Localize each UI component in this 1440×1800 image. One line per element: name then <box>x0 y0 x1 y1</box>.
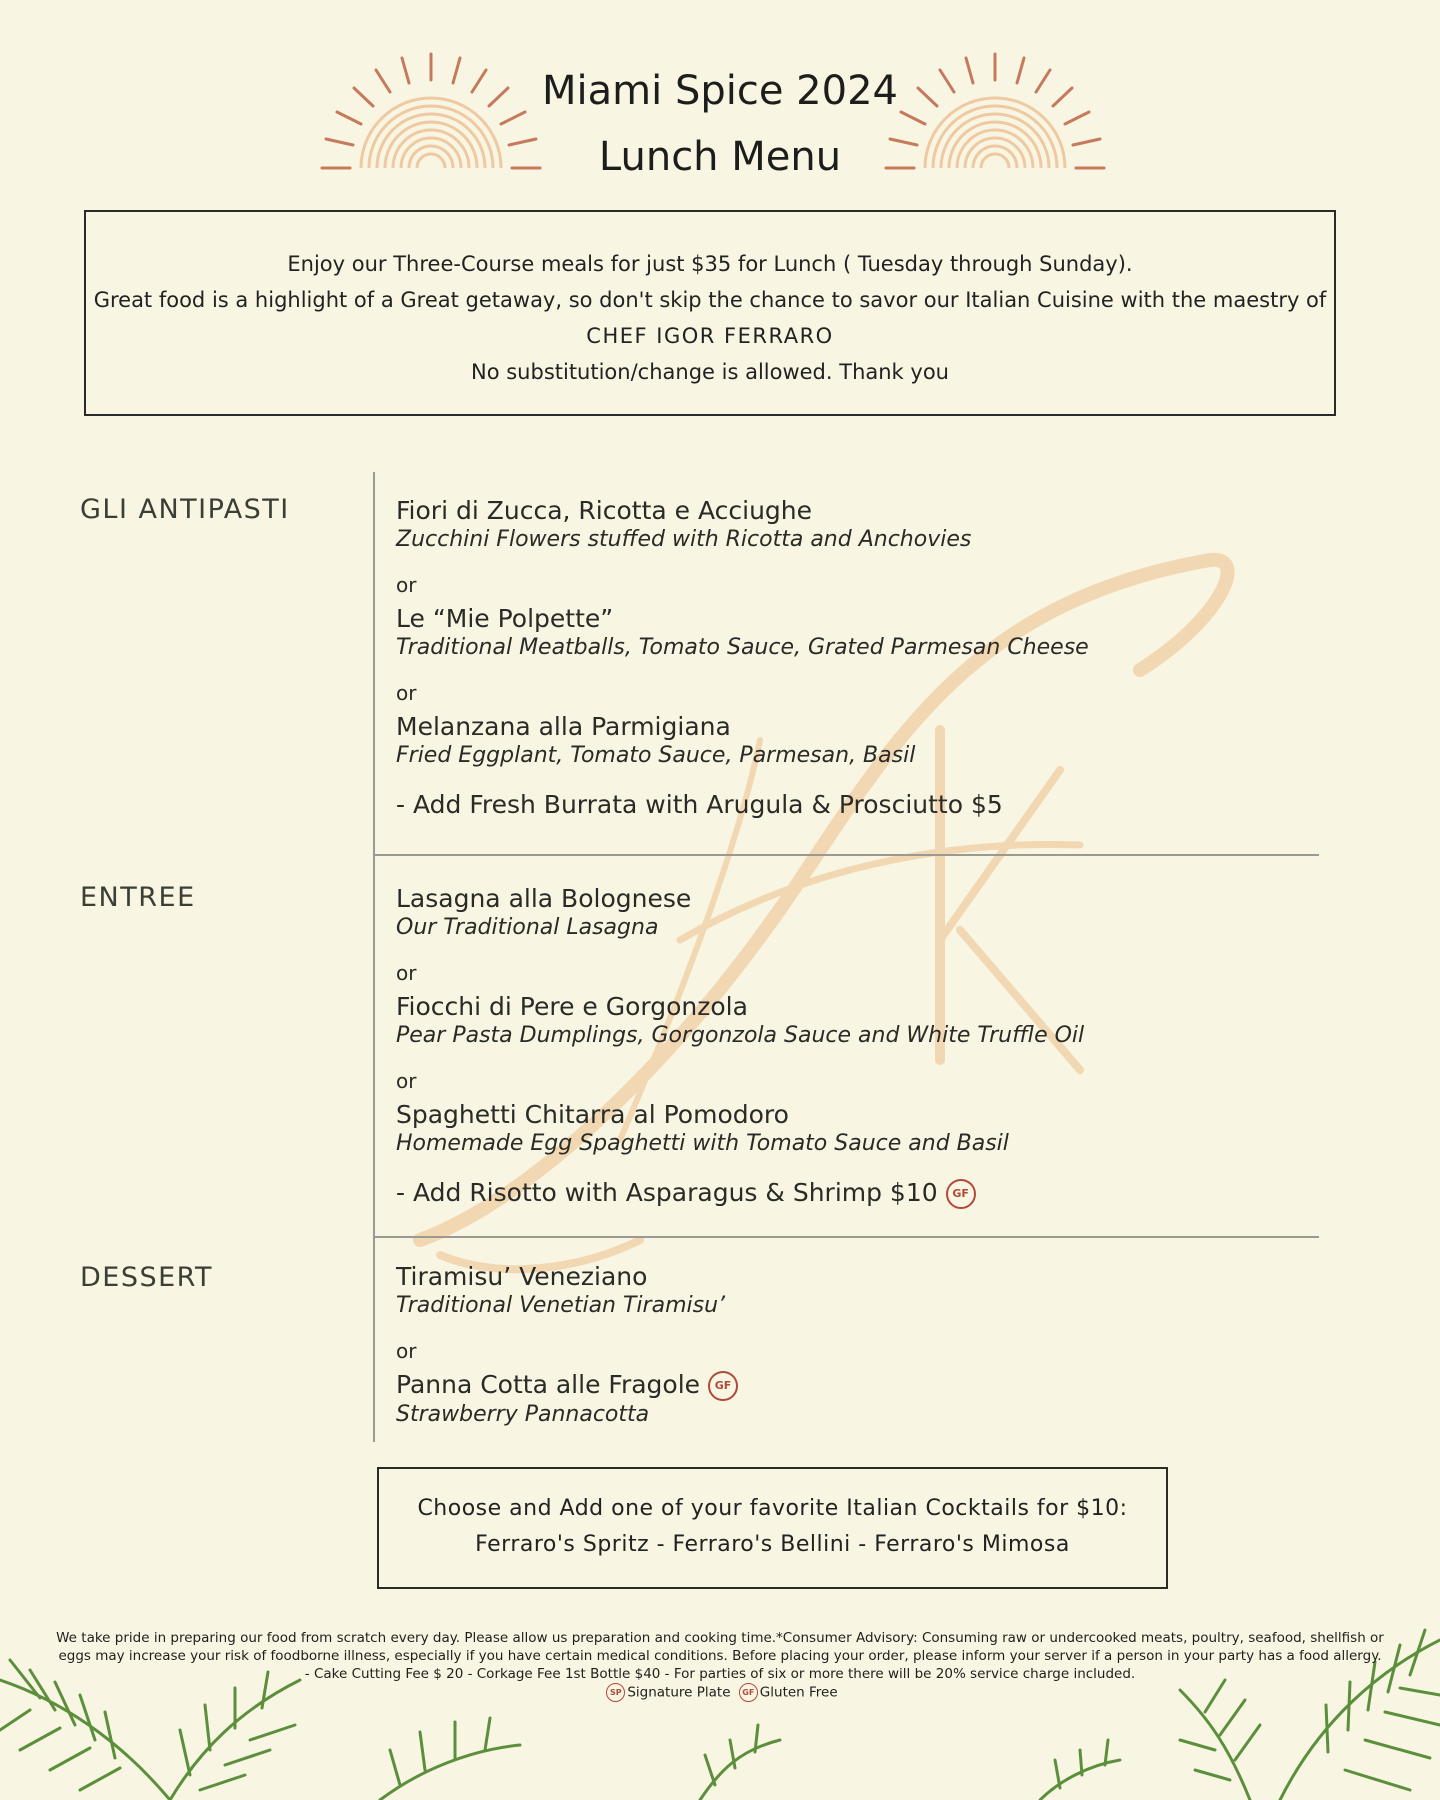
section-title-entree: ENTREE <box>80 882 196 913</box>
dish-name: Fiocchi di Pere e Gorgonzola <box>396 992 748 1021</box>
sun-left-icon <box>316 50 546 180</box>
sun-right-icon <box>880 50 1110 180</box>
dish-description: Zucchini Flowers stuffed with Ricotta and Anchovies <box>396 527 972 552</box>
antipasti-course <box>396 496 1316 820</box>
dish-description: Traditional Meatballs, Tomato Sauce, Grated Parmesan Cheese <box>396 635 1089 660</box>
sun-left-rays <box>322 54 540 168</box>
dish-description: Our Traditional Lasagna <box>396 915 659 940</box>
gluten-free-icon: GF <box>708 1371 738 1401</box>
menu-item <box>396 496 1316 554</box>
chef-name: CHEF IGOR FERRARO <box>586 324 834 348</box>
dish-description: Pear Pasta Dumplings, Gorgonzola Sauce and White Truffle Oil <box>396 1023 1085 1048</box>
footer-fees: - Cake Cutting Fee $ 20 - Corkage Fee 1st Bottle $40 - For parties of six or more there will be 20% service charge included. <box>304 1666 1136 1682</box>
menu-divider-2 <box>375 1236 1319 1238</box>
gluten-free-icon: GF <box>946 1179 976 1209</box>
intro-box <box>84 210 1336 416</box>
footer-legend <box>20 1683 1420 1702</box>
section-title-dessert: DESSERT <box>80 1262 213 1293</box>
menu-item <box>396 1370 1316 1429</box>
footer-advisory-line-2: eggs may increase your risk of foodborne illness, especially if you have certain medical conditions. Before placing your order, please inform your server if a person in your party has a food allergy. <box>58 1648 1382 1664</box>
dish-description: Strawberry Pannacotta <box>396 1402 650 1427</box>
menu-divider-1 <box>375 854 1319 856</box>
menu-title-line-1: Miami Spice 2024 <box>542 68 898 114</box>
signature-plate-icon: SP <box>606 1683 625 1702</box>
dish-description: Fried Eggplant, Tomato Sauce, Parmesan, Basil <box>396 743 916 768</box>
dish-description: Homemade Egg Spaghetti with Tomato Sauce and Basil <box>396 1131 1009 1156</box>
dish-name: Le “Mie Polpette” <box>396 604 614 633</box>
dish-name: Lasagna alla Bolognese <box>396 884 692 913</box>
addon-option <box>396 1178 1316 1209</box>
or-separator: or <box>396 681 417 705</box>
or-separator: or <box>396 573 417 597</box>
intro-offer-text: Enjoy our Three-Course meals for just $35 for Lunch ( Tuesday through Sunday). <box>287 252 1133 276</box>
menu-item <box>396 884 1316 942</box>
cocktail-list: Ferraro's Spritz - Ferraro's Bellini - Ferraro's Mimosa <box>475 1532 1070 1557</box>
dish-name: Melanzana alla Parmigiana <box>396 712 731 741</box>
menu-title-line-2: Lunch Menu <box>598 134 842 180</box>
footer-advisory-line-1: We take pride in preparing our food from scratch every day. Please allow us preparation and cooking time.*Consumer Advisory: Consuming raw or undercooked meats, poultry, seafood, shellfish or <box>56 1630 1384 1646</box>
cocktail-box <box>377 1467 1168 1589</box>
dish-name: Tiramisu’ Veneziano <box>396 1262 648 1291</box>
dish-name: Fiori di Zucca, Ricotta e Acciughe <box>396 496 813 525</box>
addon-text: - Add Risotto with Asparagus & Shrimp $10 <box>396 1178 938 1207</box>
dish-name-text: Panna Cotta alle Fragole <box>396 1370 701 1399</box>
menu-vertical-divider <box>373 472 375 1442</box>
or-separator: or <box>396 1339 417 1363</box>
or-separator: or <box>396 961 417 985</box>
menu-item <box>396 712 1316 770</box>
intro-description-text: Great food is a highlight of a Great getaway, so don't skip the chance to savor our Italian Cuisine with the maestry of <box>93 288 1327 312</box>
dish-description: Traditional Venetian Tiramisu’ <box>396 1293 726 1318</box>
menu-item <box>396 1100 1316 1158</box>
entree-course <box>396 884 1316 1209</box>
menu-item <box>396 1262 1316 1320</box>
gluten-free-icon: GF <box>739 1683 758 1702</box>
dessert-course <box>396 1262 1316 1429</box>
menu-item <box>396 992 1316 1050</box>
cocktail-offer-text: Choose and Add one of your favorite Italian Cocktails for $10: <box>417 1496 1128 1521</box>
addon-option: - Add Fresh Burrata with Arugula & Prosciutto $5 <box>396 790 1003 819</box>
dish-name <box>396 1370 1316 1401</box>
or-separator: or <box>396 1069 417 1093</box>
section-title-antipasti: GLI ANTIPASTI <box>80 494 290 525</box>
dish-name: Spaghetti Chitarra al Pomodoro <box>396 1100 789 1129</box>
sun-right-rays <box>886 54 1104 168</box>
substitution-notice: No substitution/change is allowed. Thank you <box>471 360 949 384</box>
legend-signature-label: Signature Plate <box>627 1684 731 1701</box>
footer-advisory <box>20 1629 1420 1702</box>
menu-item <box>396 604 1316 662</box>
legend-gluten-label: Gluten Free <box>759 1684 838 1701</box>
